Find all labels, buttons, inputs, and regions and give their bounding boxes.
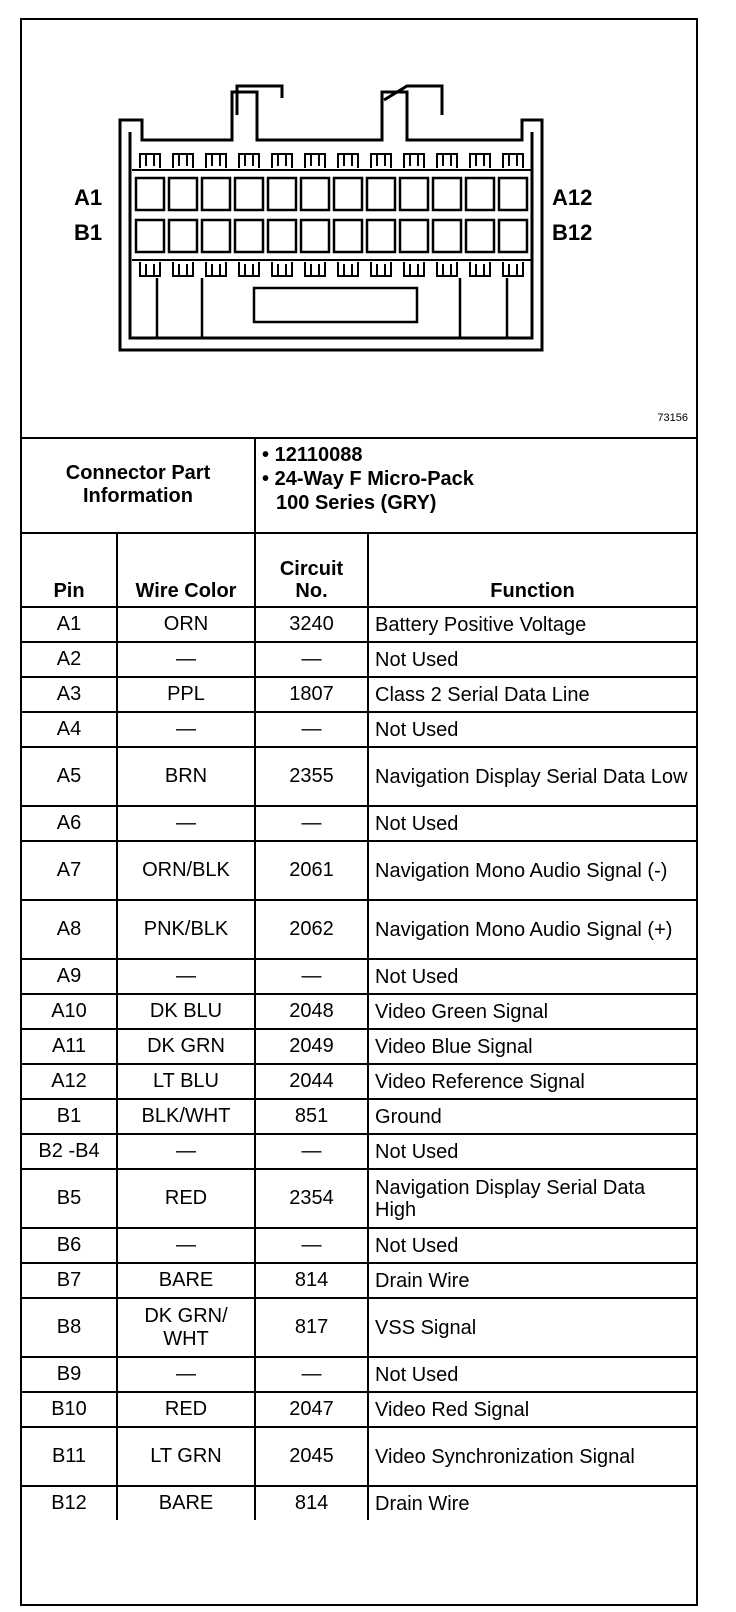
pinout-table <box>22 437 696 1520</box>
pin-cell: A1 <box>22 607 117 642</box>
circuit-cell: 2354 <box>255 1169 368 1228</box>
row-a-tabs <box>132 154 532 170</box>
function-cell: Drain Wire <box>368 1486 696 1520</box>
wire-color-cell: ORN <box>117 607 255 642</box>
pin-cell: A4 <box>22 712 117 747</box>
circuit-cell: 2047 <box>255 1392 368 1427</box>
wire-color-cell: BRN <box>117 747 255 806</box>
connector-sheet <box>20 18 698 1606</box>
function-cell: Video Red Signal <box>368 1392 696 1427</box>
figure-number: 73156 <box>657 412 688 424</box>
table-row <box>22 1099 696 1134</box>
wire-color-cell: DK GRN <box>117 1029 255 1064</box>
circuit-cell: 2044 <box>255 1064 368 1099</box>
table-row <box>22 900 696 959</box>
table-row <box>22 1263 696 1298</box>
connector-face-drawing <box>22 20 696 437</box>
pin-cell: A12 <box>22 1064 117 1099</box>
circuit-cell: 817 <box>255 1298 368 1357</box>
circuit-cell: 2045 <box>255 1427 368 1486</box>
header-pin: Pin <box>22 533 117 607</box>
wire-color-cell: — <box>117 1228 255 1263</box>
label-b1: B1 <box>74 220 103 245</box>
circuit-cell: 851 <box>255 1099 368 1134</box>
function-cell: Battery Positive Voltage <box>368 607 696 642</box>
function-cell: Video Green Signal <box>368 994 696 1029</box>
function-cell: Navigation Mono Audio Signal (+) <box>368 900 696 959</box>
connector-diagram <box>22 20 696 439</box>
table-row <box>22 642 696 677</box>
function-cell: Not Used <box>368 1228 696 1263</box>
function-cell: Video Blue Signal <box>368 1029 696 1064</box>
pin-cell: A2 <box>22 642 117 677</box>
function-cell: Navigation Display Serial Data Low <box>368 747 696 806</box>
header-wire-color: Wire Color <box>117 533 255 607</box>
wire-color-cell: — <box>117 1134 255 1169</box>
wire-color-cell: LT BLU <box>117 1064 255 1099</box>
circuit-cell: 814 <box>255 1263 368 1298</box>
header-circuit: Circuit No. <box>255 533 368 607</box>
pin-cell: B12 <box>22 1486 117 1520</box>
pin-cell: B9 <box>22 1357 117 1392</box>
function-cell: Not Used <box>368 642 696 677</box>
function-cell: Ground <box>368 1099 696 1134</box>
wire-color-cell: — <box>117 642 255 677</box>
pin-cell: B8 <box>22 1298 117 1357</box>
wire-color-cell: RED <box>117 1169 255 1228</box>
circuit-cell: 2061 <box>255 841 368 900</box>
circuit-cell: 2062 <box>255 900 368 959</box>
table-row <box>22 994 696 1029</box>
label-a12: A12 <box>552 185 593 210</box>
circuit-cell: — <box>255 1134 368 1169</box>
circuit-cell: — <box>255 806 368 841</box>
wire-color-cell: BLK/WHT <box>117 1099 255 1134</box>
circuit-cell: — <box>255 1228 368 1263</box>
pin-cell: A11 <box>22 1029 117 1064</box>
wire-color-cell: PNK/BLK <box>117 900 255 959</box>
table-row <box>22 959 696 994</box>
row-b-cavities <box>136 220 527 252</box>
pin-cell: B7 <box>22 1263 117 1298</box>
row-a-cavities <box>136 178 527 210</box>
table-header-row <box>22 533 696 607</box>
connector-type: • 24-Way F Micro-Pack <box>262 468 474 490</box>
table-row <box>22 1029 696 1064</box>
pin-cell: A8 <box>22 900 117 959</box>
pin-cell: B1 <box>22 1099 117 1134</box>
table-row <box>22 1486 696 1520</box>
table-row <box>22 747 696 806</box>
table-row <box>22 806 696 841</box>
circuit-cell: 2048 <box>255 994 368 1029</box>
table-row <box>22 1228 696 1263</box>
table-row <box>22 1064 696 1099</box>
table-row <box>22 1357 696 1392</box>
circuit-cell: — <box>255 1357 368 1392</box>
circuit-cell: 2049 <box>255 1029 368 1064</box>
table-row <box>22 1392 696 1427</box>
function-cell: Not Used <box>368 1134 696 1169</box>
wire-color-cell: ORN/BLK <box>117 841 255 900</box>
label-a1: A1 <box>74 185 103 210</box>
table-row <box>22 1134 696 1169</box>
label-b12: B12 <box>552 220 593 245</box>
pin-cell: A6 <box>22 806 117 841</box>
row-b-tabs <box>132 260 532 276</box>
function-cell: Drain Wire <box>368 1263 696 1298</box>
table-row <box>22 841 696 900</box>
pin-cell: A9 <box>22 959 117 994</box>
pin-cell: A5 <box>22 747 117 806</box>
wire-color-cell: — <box>117 1357 255 1392</box>
table-row <box>22 1427 696 1486</box>
pin-cell: B11 <box>22 1427 117 1486</box>
circuit-cell: — <box>255 959 368 994</box>
connector-info-label: Connector Part Information <box>22 437 255 533</box>
header-function: Function <box>368 533 696 607</box>
wire-color-cell: — <box>117 959 255 994</box>
wire-color-cell: LT GRN <box>117 1427 255 1486</box>
wire-color-cell: RED <box>117 1392 255 1427</box>
pin-cell: A10 <box>22 994 117 1029</box>
function-cell: Not Used <box>368 1357 696 1392</box>
connector-info-list <box>255 437 696 533</box>
function-cell: VSS Signal <box>368 1298 696 1357</box>
function-cell: Not Used <box>368 959 696 994</box>
circuit-cell: — <box>255 712 368 747</box>
wire-color-cell: — <box>117 806 255 841</box>
table-row <box>22 677 696 712</box>
circuit-cell: — <box>255 642 368 677</box>
connector-info-row <box>22 437 696 533</box>
table-row <box>22 1298 696 1357</box>
pin-cell: B10 <box>22 1392 117 1427</box>
pin-cell: B5 <box>22 1169 117 1228</box>
wire-color-cell: BARE <box>117 1263 255 1298</box>
pin-cell: B2 -B4 <box>22 1134 117 1169</box>
pin-cell: A7 <box>22 841 117 900</box>
wire-color-cell: DK BLU <box>117 994 255 1029</box>
table-row <box>22 712 696 747</box>
pin-cell: B6 <box>22 1228 117 1263</box>
circuit-cell: 2355 <box>255 747 368 806</box>
function-cell: Navigation Display Serial Data High <box>368 1169 696 1228</box>
wire-color-cell: BARE <box>117 1486 255 1520</box>
circuit-cell: 814 <box>255 1486 368 1520</box>
connector-part-number: • 12110088 <box>262 444 363 466</box>
wire-color-cell: — <box>117 712 255 747</box>
circuit-cell: 3240 <box>255 607 368 642</box>
table-row <box>22 607 696 642</box>
function-cell: Navigation Mono Audio Signal (-) <box>368 841 696 900</box>
function-cell: Not Used <box>368 806 696 841</box>
table-row <box>22 1169 696 1228</box>
function-cell: Video Synchronization Signal <box>368 1427 696 1486</box>
circuit-cell: 1807 <box>255 677 368 712</box>
wire-color-cell: PPL <box>117 677 255 712</box>
function-cell: Not Used <box>368 712 696 747</box>
wire-color-cell: DK GRN/ WHT <box>117 1298 255 1357</box>
connector-series: 100 Series (GRY) <box>276 492 437 514</box>
pin-cell: A3 <box>22 677 117 712</box>
function-cell: Video Reference Signal <box>368 1064 696 1099</box>
function-cell: Class 2 Serial Data Line <box>368 677 696 712</box>
